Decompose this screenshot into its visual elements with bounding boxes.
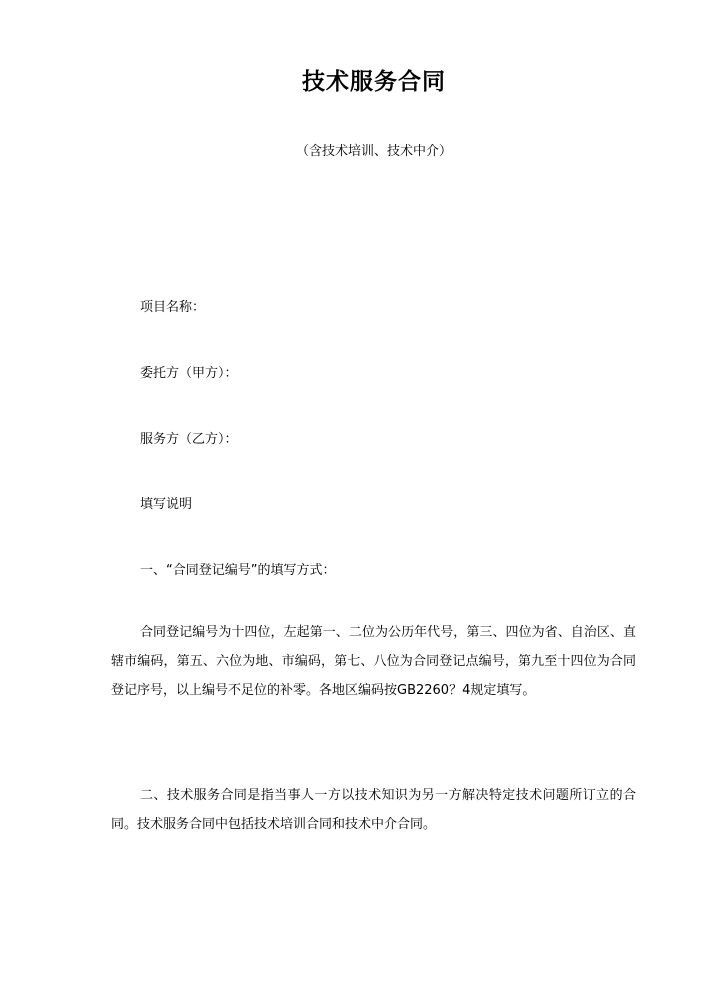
document-title: 技术服务合同 — [302, 69, 446, 95]
service-provider-label: 服务方（乙方）： — [140, 432, 238, 447]
section2-body: 二、技术服务合同是指当事人一方以技术知识为另一方解决特定技术问题所订立的合同。技术服务合同中包括技术培训合同和技术中介合同。 — [111, 788, 636, 832]
project-name-label: 项目名称： — [140, 300, 206, 315]
section1-body: 合同登记编号为十四位，左起第一、二位为公历年代号，第三、四位为省、自治区、直辖市编码，第五、六位为地、市编码，第七、八位为合同登记点编号，第九至十四位为合同登记序号，以上编号不足位的补零。各地区编码按GB2260？4规定填写。 — [111, 625, 636, 698]
client-label: 委托方（甲方）： — [140, 366, 238, 381]
instructions-heading: 填写说明 — [140, 497, 193, 512]
document-subtitle: （含技术培训、技术中介） — [295, 144, 452, 159]
section1-heading: 一、“合同登记编号”的填写方式： — [140, 563, 336, 578]
